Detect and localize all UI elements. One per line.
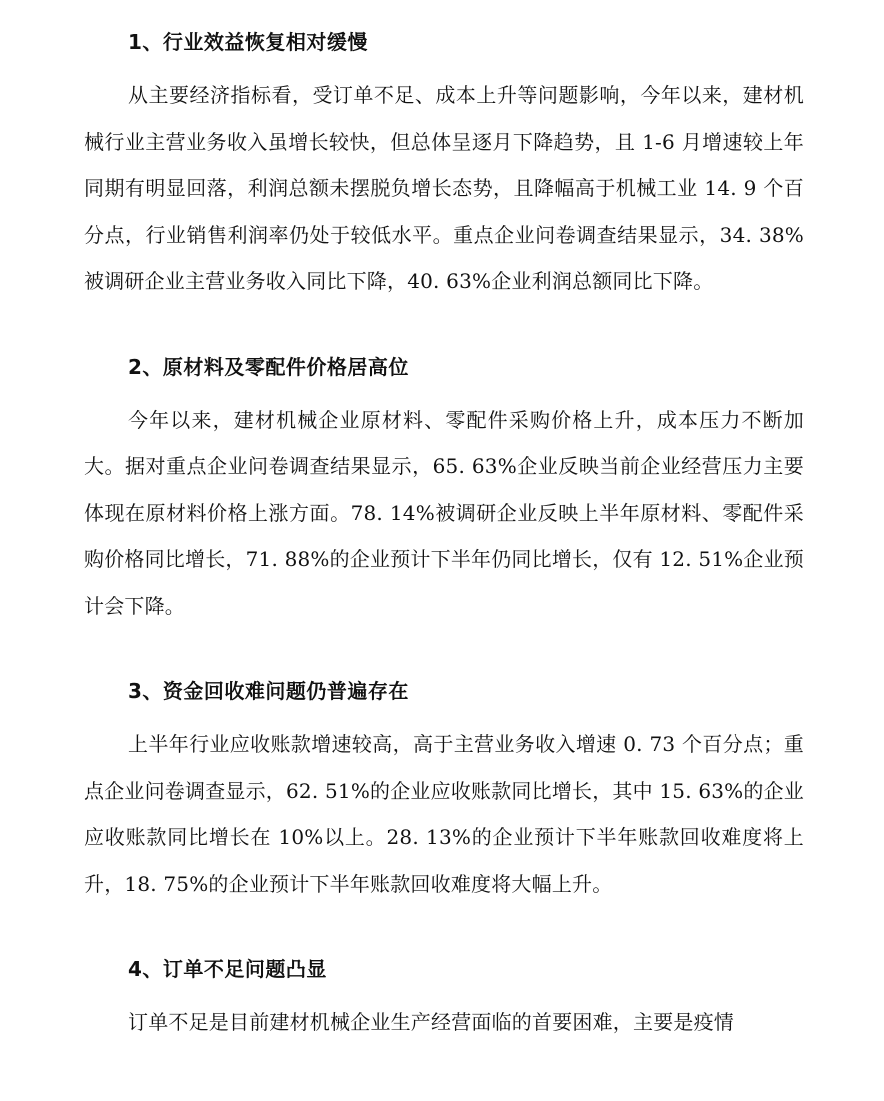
section-heading: 2、原材料及零配件价格居高位 [128,354,409,379]
section-paragraph: 从主要经济指标看，受订单不足、成本上升等问题影响，今年以来，建材机械行业主营业务收入虽增长较快，但总体呈逐月下降趋势，且 1-6 月增速较上年同期有明显回落，利润总额未摆脱负增长态势，且降幅高于机械工业 14. 9 个百分点，行业销售利润率仍处于较低水平。重点企业问卷调查结果显示，34. 38%被调研企业主营业务收入同比下降，40. 63%企业利润总额同比下降。 [84,83,804,293]
section-paragraph: 上半年行业应收账款增速较高，高于主营业务收入增速 0. 73 个百分点；重点企业问卷调查显示，62. 51%的企业应收账款同比增长，其中 15. 63%的企业应收账款同比增长在 10%以上。28. 13%的企业预计下半年账款回收难度将上升，18. 75%的企业预计下半年账款回收难度将大幅上升。 [84,732,804,896]
document-page [84,26,804,1046]
section-heading: 3、资金回收难问题仍普遍存在 [128,679,409,703]
section-3 [84,675,804,907]
section-2 [84,351,804,630]
section-paragraph: 订单不足是目前建材机械企业生产经营面临的首要困难，主要是疫情 [128,1010,734,1034]
section-heading: 1、行业效益恢复相对缓慢 [128,30,368,54]
section-heading: 4、订单不足问题凸显 [128,957,327,981]
section-4 [84,953,804,1046]
section-paragraph: 今年以来，建材机械企业原材料、零配件采购价格上升，成本压力不断加大。据对重点企业问卷调查结果显示，65. 63%企业反映当前企业经营压力主要体现在原材料价格上涨方面。78. 14%被调研企业反映上半年原材料、零配件采购价格同比增长，71. 88%的企业预计下半年仍同比增长，仅有 12. 51%企业预计会下降。 [84,407,804,618]
section-1 [84,26,804,305]
